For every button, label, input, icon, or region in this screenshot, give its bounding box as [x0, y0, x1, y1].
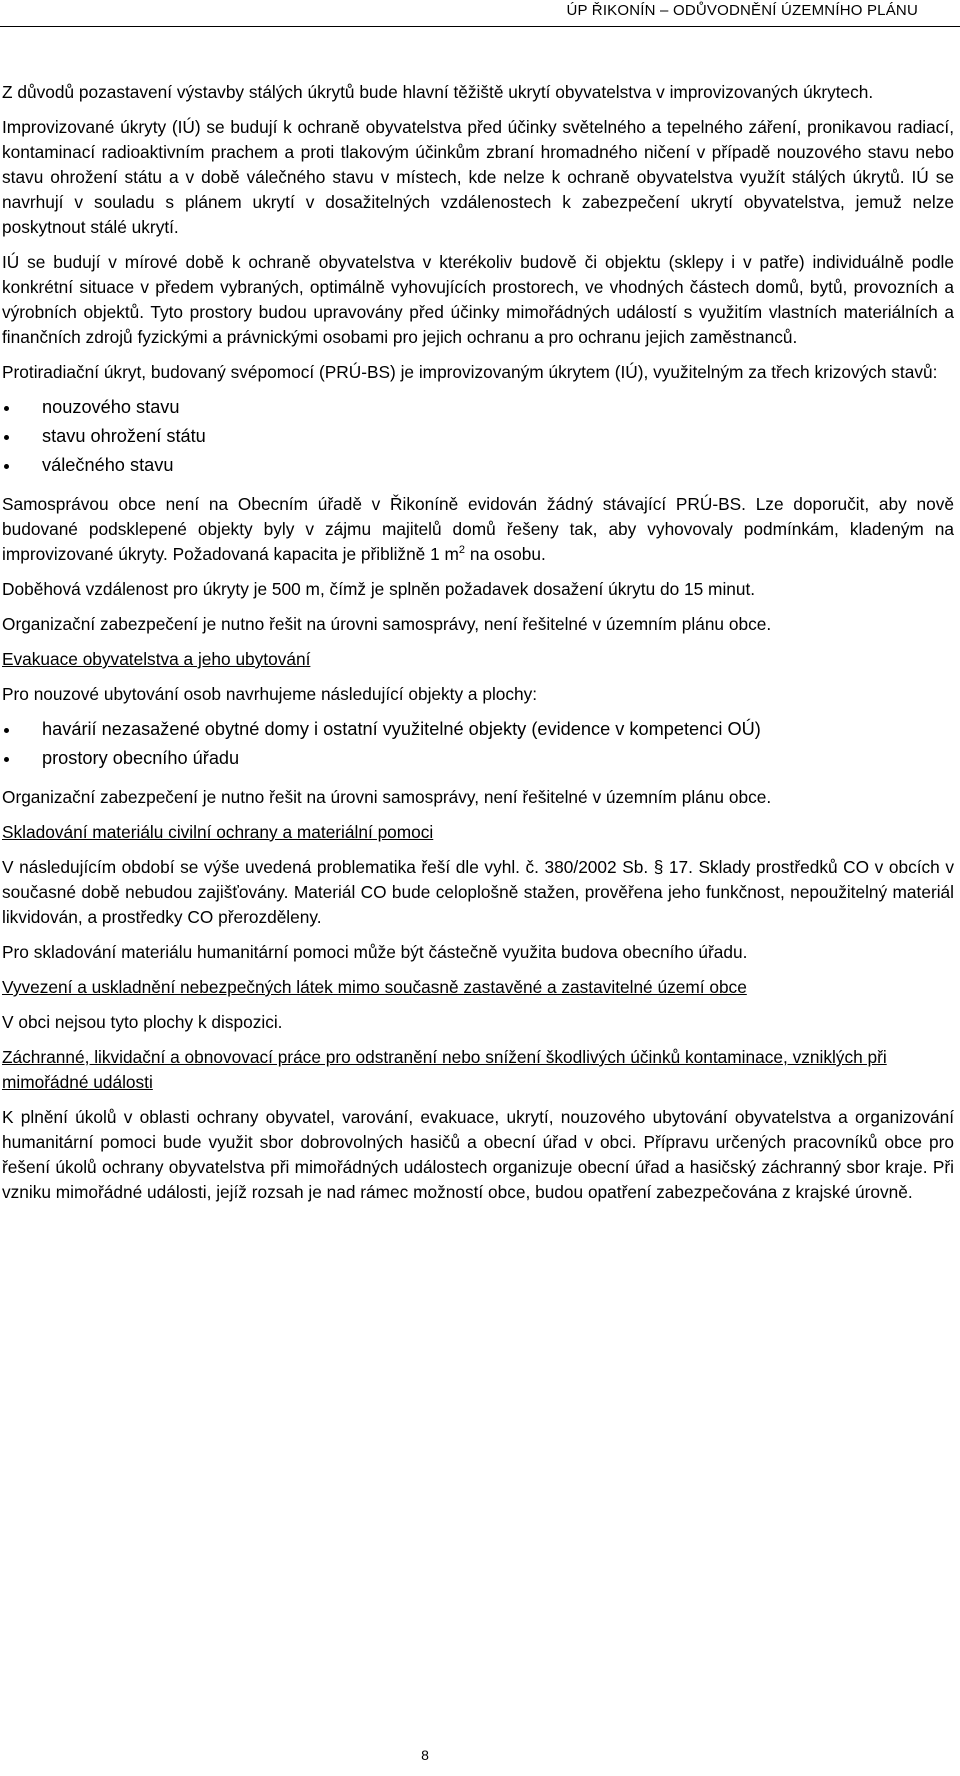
list-item-text: havárií nezasažené obytné domy i ostatní využitelné objekty (evidence v kompetenci OÚ)	[42, 719, 761, 739]
bullet-icon	[4, 728, 9, 733]
list-ubytovani	[2, 717, 954, 771]
list-krizove-stavy	[2, 395, 954, 478]
paragraph-iu-budovani: IÚ se budují v mírové době k ochraně obyvatelstva v kterékoliv budově či objektu (sklepy i v patře) individuálně podle konkrétní situace v předem vybraných, optimálně vyhovujících prostorech, ve vhodných částech domů, bytů, provozních a výrobních objektů. Tyto prostory budou upravovány před účinky mimořádných událostí s využitím vlastních materiálních a finančních zdrojů fyzickými a právnickými osobami pro jejich ochranu a pro ochranu jejich zaměstnanců.	[2, 252, 954, 347]
paragraph-improvizovane-ukryty: Improvizované úkryty (IÚ) se budují k ochraně obyvatelstva před účinky světelného a tepelného záření, pronikavou radiací, kontaminací radioaktivním prachem a proti tlakovým účinkům zbraní hromadného ničení v případě nouzového stavu nebo stavu ohrožení státu a v době válečného stavu v místech, kde nelze k ochraně obyvatelstva využít stálých úkrytů. IÚ se navrhují v souladu s plánem ukrytí v dosažitelných vzdálenostech k zabezpečení ukrytí obyvatelstva, jemuž nelze poskytnout stálé ukrytí.	[2, 117, 954, 237]
paragraph-ukryti-tezište: Z důvodů pozastavení výstavby stálých úkrytů bude hlavní těžiště ukrytí obyvatelstva v improvizovaných úkrytech.	[2, 82, 874, 102]
page-header	[0, 0, 960, 24]
bullet-icon	[4, 406, 9, 411]
list-item-text: prostory obecního úřadu	[42, 748, 240, 768]
list-item	[2, 395, 954, 420]
list-item-text: nouzového stavu	[42, 397, 180, 417]
paragraph-vyhlaska: V následujícím období se výše uvedená problematika řeší dle vyhl. č. 380/2002 Sb. § 17. Sklady prostředků CO v obcích v současné době nebudou zajišťovány. Materiál CO bude celoplošně stažen, prověřena jeho funkčnost, nepoužitelný materiál likvidován, a prostředky CO přerozděleny.	[2, 857, 954, 927]
page-number: 8	[421, 1747, 429, 1763]
header-rule	[0, 26, 960, 27]
heading-zachranne-prace: Záchranné, likvidační a obnovovací práce pro odstranění nebo snížení škodlivých účinků kontaminace, vzniklých při mimořádné události	[2, 1047, 887, 1092]
paragraph-samosprava-tail: na osobu.	[465, 544, 546, 564]
list-item	[2, 717, 954, 742]
page-footer	[0, 1747, 960, 1763]
document-body	[2, 80, 954, 1215]
bullet-icon	[4, 435, 9, 440]
heading-vyvezeni: Vyvezení a uskladnění nebezpečných látek mimo současně zastavěné a zastavitelné území obce	[2, 977, 747, 997]
header-title: ÚP ŘIKONÍN – ODŮVODNĚNÍ ÚZEMNÍHO PLÁNU	[566, 2, 918, 19]
list-item	[2, 424, 954, 449]
paragraph-plneni-ukolu: K plnění úkolů v oblasti ochrany obyvatel, varování, evakuace, ukrytí, nouzového ubytování obyvatelstva a organizování humanitární pomoci bude využit sbor dobrovolných hasičů a obecní úřad v obci. Přípravu určených pracovníků obce pro řešení úkolů ochrany obyvatelstva při mimořádných událostech organizuje obecní úřad a hasičský záchranný sbor kraje. Při vzniku mimořádné události, jejíž rozsah je nad rámec možností obce, budou opatření zabezpečována z krajské úrovně.	[2, 1107, 954, 1202]
paragraph-samosprava-text: Samosprávou obce není na Obecním úřadě v Řikoníně evidován žádný stávající PRÚ-BS. Lze doporučit, aby nově budované podsklepené objekty byly v zájmu majitelů domů řešeny tak, aby vyhovovaly podmínkám, kladeným na improvizované úkryty. Požadovaná kapacita je přibližně 1 m	[2, 494, 954, 564]
paragraph-plochy: V obci nejsou tyto plochy k dispozici.	[2, 1012, 283, 1032]
superscript-2: 2	[458, 544, 466, 557]
paragraph-dobehova-vzdalenost: Doběhová vzdálenost pro úkryty je 500 m, čímž je splněn požadavek dosažení úkrytu do 15 minut.	[2, 579, 756, 599]
list-item	[2, 746, 954, 771]
paragraph-organizacni-zabezpeceni-1: Organizační zabezpečení je nutno řešit na úrovni samosprávy, není řešitelné v územním plánu obce.	[2, 614, 772, 634]
bullet-icon	[4, 757, 9, 762]
list-item	[2, 453, 954, 478]
paragraph-nouzove-ubytovani: Pro nouzové ubytování osob navrhujeme následující objekty a plochy:	[2, 684, 538, 704]
heading-evakuace: Evakuace obyvatelstva a jeho ubytování	[2, 649, 311, 669]
heading-skladovani: Skladování materiálu civilní ochrany a materiální pomoci	[2, 822, 434, 842]
paragraph-pru-bs: Protiradiační úkryt, budovaný svépomocí (PRÚ-BS) je improvizovaným úkrytem (IÚ), využitelným za třech krizových stavů:	[2, 362, 938, 382]
paragraph-organizacni-zabezpeceni-2: Organizační zabezpečení je nutno řešit na úrovni samosprávy, není řešitelné v územním plánu obce.	[2, 787, 772, 807]
paragraph-samosprava	[2, 492, 954, 567]
paragraph-humanitarni-pomoc: Pro skladování materiálu humanitární pomoci může být částečně využita budova obecního úřadu.	[2, 942, 748, 962]
list-item-text: stavu ohrožení státu	[42, 426, 206, 446]
bullet-icon	[4, 464, 9, 469]
list-item-text: válečného stavu	[42, 455, 174, 475]
